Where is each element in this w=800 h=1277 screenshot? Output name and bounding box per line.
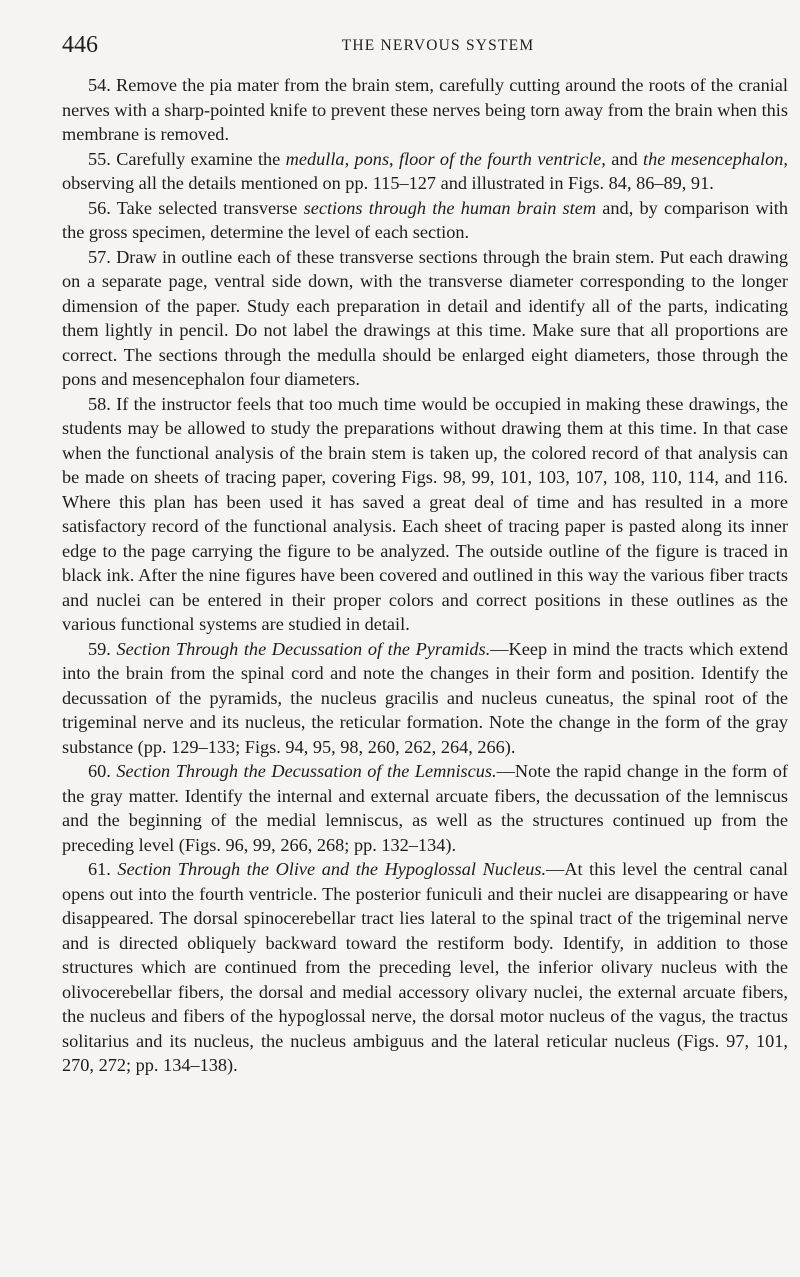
paragraph-59: 59. Section Through the Decussation of the Pyramids.—Keep in mind the tracts which extend into the brain from the spinal cord and note the changes in their form and position. Identify the decussation of the pyramids, the nucleus gracilis and nucleus cuneatus, the spinal root of the trigeminal nerve and its nucleus, the reticular formation. Note the change in the form of the gray substance (pp. 129–133; Figs. 94, 95, 98, 260, 262, 264, 266). (62, 638, 788, 757)
paragraph-57: 57. Draw in outline each of these transverse sections through the brain stem. Put each drawing on a separate page, ventral side down, with the transverse diameter corresponding to the longer dimension of the paper. Study each preparation in detail and identify all of the parts, indicating them lightly in pencil. Do not label the drawings at this time. Make sure that all proportions are correct. The sections through the medulla should be enlarged eight diameters, those through the pons and mesencephalon four diameters. (62, 246, 788, 389)
section-heading: Section Through the Decussation of the Lemniscus. (116, 761, 497, 781)
section-heading: Section Through the Olive and the Hypoglossal Nucleus. (117, 859, 547, 879)
paragraph-58: 58. If the instructor feels that too much time would be occupied in making these drawings, the students may be allowed to study the preparations without drawing them at this time. In that case when the functional analysis of the brain stem is taken up, the colored record of that analysis can be made on sheets of tracing paper, covering Figs. 98, 99, 101, 103, 107, 108, 110, 114, and 116. Where this plan has been used it has saved a great deal of time and has resulted in a more satisfactory record of the functional analysis. Each sheet of tracing paper is pasted along its inner edge to the page carrying the figure to be analyzed. The outside outline of the figure is traced in black ink. After the nine figures have been covered and outlined in this way the various fiber tracts and nuclei can be entered in their proper colors and correct positions in these outlines as the various functional systems are studied in detail. (62, 393, 788, 634)
section-heading: Section Through the Decussation of the Pyramids. (116, 638, 491, 659)
paragraph-55: 55. Carefully examine the medulla, pons, floor of the fourth ventricle, and the mesencephalon, observing all the details mentioned on pp. 115–127 and illustrated in Figs. 84, 86–89, 91. (62, 148, 788, 193)
paragraph-61: 61. Section Through the Olive and the Hypoglossal Nucleus.—At this level the central canal opens out into the fourth ventricle. The posterior funiculi and their nuclei are disappearing or have disappeared. The dorsal spinocerebellar tract lies lateral to the spinal tract of the trigeminal nerve and is directed obliquely backward toward the restiform body. Identify, in addition to those structures which are continued from the preceding level, the inferior olivary nucleus with the olivocerebellar fibers, the dorsal and medial accessory olivary nuclei, the external arcuate fibers, the nucleus and fibers of the hypoglossal nerve, the dorsal motor nucleus of the vagus, the tractus solitarius and its nucleus, the nucleus ambiguus and the lateral reticular nucleus (Figs. 97, 101, 270, 272; pp. 134–138). (62, 859, 788, 1075)
paragraph-60: 60. Section Through the Decussation of the Lemniscus.—Note the rapid change in the form of the gray matter. Identify the internal and external arcuate fibers, the decussation of the lemniscus and the beginning of the medial lemniscus, as well as the structures continued up from the preceding level (Figs. 96, 99, 266, 268; pp. 132–134). (62, 761, 789, 855)
running-head: THE NERVOUS SYSTEM (341, 37, 535, 54)
paragraph-54: 54. Remove the pia mater from the brain stem, carefully cutting around the roots of the cranial nerves with a sharp-pointed knife to prevent these nerves being torn away from the brain when this membrane is removed. (62, 75, 788, 144)
body-text (62, 73, 788, 1078)
paragraph-56: 56. Take selected transverse sections through the human brain stem and, by comparison with the gross specimen, determine the level of each section. (62, 197, 788, 242)
page-header (62, 30, 790, 64)
page-number: 446 (62, 32, 98, 58)
